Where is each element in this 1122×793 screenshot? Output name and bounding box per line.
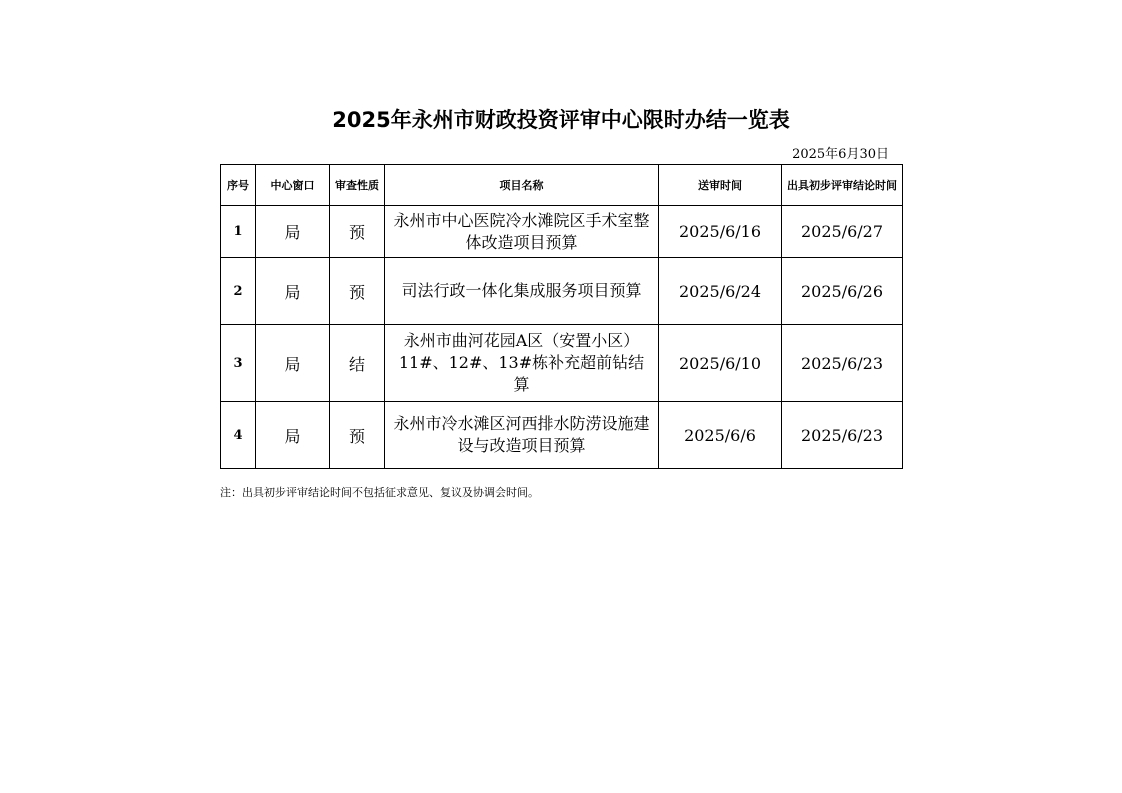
table-row — [221, 258, 903, 325]
results-table — [220, 164, 903, 469]
cell-window: 局 — [256, 402, 330, 469]
cell-project-name: 永州市曲河花园A区（安置小区）11#、12#、13#栋补充超前钻结算 — [385, 325, 659, 402]
header-seq: 序号 — [221, 165, 256, 206]
table-row — [221, 402, 903, 469]
header-project-name: 项目名称 — [385, 165, 659, 206]
header-concluded: 出具初步评审结论时间 — [782, 165, 903, 206]
cell-seq: 4 — [221, 402, 256, 469]
footnote: 注：出具初步评审结论时间不包括征求意见、复议及协调会时间。 — [220, 486, 539, 499]
cell-submitted: 2025/6/10 — [659, 325, 782, 402]
cell-submitted: 2025/6/16 — [659, 206, 782, 258]
cell-submitted: 2025/6/24 — [659, 258, 782, 325]
header-nature: 审查性质 — [330, 165, 385, 206]
table-header-row — [221, 165, 903, 206]
header-submitted: 送审时间 — [659, 165, 782, 206]
report-date: 2025年6月30日 — [792, 147, 889, 162]
cell-project-name: 司法行政一体化集成服务项目预算 — [385, 258, 659, 325]
cell-concluded: 2025/6/26 — [782, 258, 903, 325]
cell-nature: 预 — [330, 206, 385, 258]
table-row — [221, 325, 903, 402]
cell-concluded: 2025/6/23 — [782, 402, 903, 469]
header-window: 中心窗口 — [256, 165, 330, 206]
cell-nature: 预 — [330, 258, 385, 325]
cell-concluded: 2025/6/27 — [782, 206, 903, 258]
cell-project-name: 永州市冷水滩区河西排水防涝设施建设与改造项目预算 — [385, 402, 659, 469]
cell-concluded: 2025/6/23 — [782, 325, 903, 402]
table-row — [221, 206, 903, 258]
page-title: 2025年永州市财政投资评审中心限时办结一览表 — [332, 108, 790, 132]
cell-nature: 预 — [330, 402, 385, 469]
cell-seq: 1 — [221, 206, 256, 258]
cell-seq: 2 — [221, 258, 256, 325]
cell-window: 局 — [256, 258, 330, 325]
cell-nature: 结 — [330, 325, 385, 402]
cell-window: 局 — [256, 206, 330, 258]
cell-submitted: 2025/6/6 — [659, 402, 782, 469]
cell-seq: 3 — [221, 325, 256, 402]
cell-window: 局 — [256, 325, 330, 402]
cell-project-name: 永州市中心医院冷水滩院区手术室整体改造项目预算 — [385, 206, 659, 258]
